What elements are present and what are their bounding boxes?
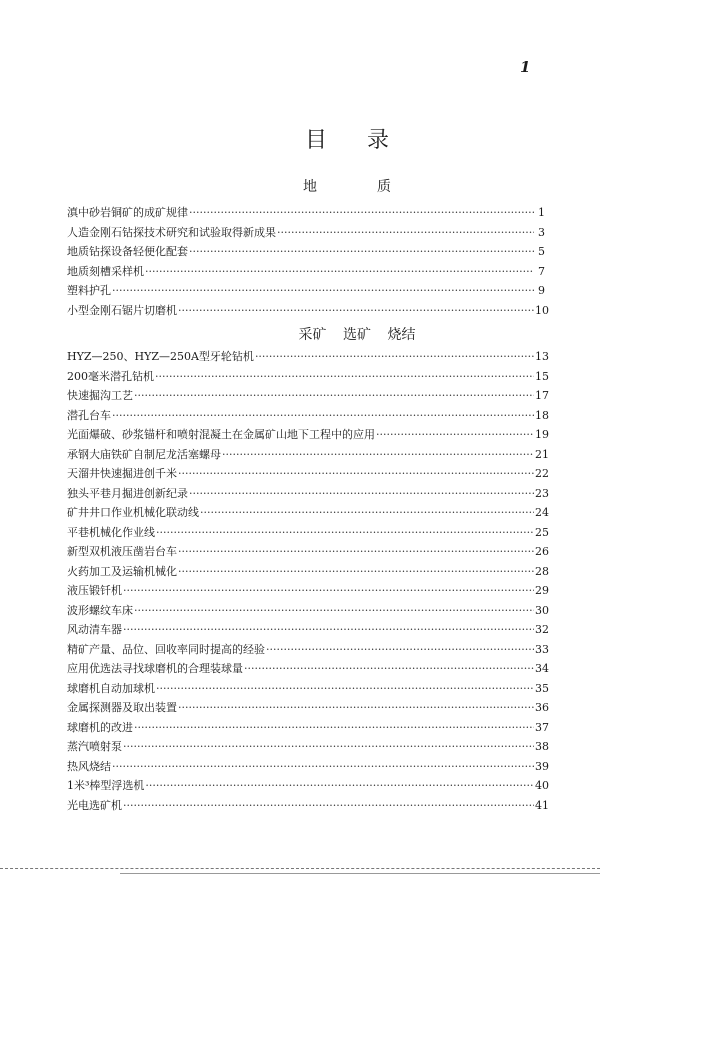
toc-leader-dots [112, 757, 534, 777]
toc-entry-title: 地质钻探设备轻便化配套 [67, 245, 188, 258]
toc-entry-page: 7 [538, 264, 545, 278]
toc-leader-dots [178, 301, 534, 321]
toc-entry-title: 平巷机械化作业线 [67, 525, 155, 539]
toc-entry-page: 5 [538, 245, 545, 258]
toc-entry-title: 地质刻槽采样机 [67, 264, 144, 278]
toc-leader-dots [178, 562, 534, 582]
toc-entry-title: 1米³棒型浮选机 [67, 779, 145, 792]
toc-entry-page: 1 [538, 206, 545, 219]
toc-entry-page: 24 [535, 506, 549, 519]
toc-leader-dots [277, 223, 534, 243]
toc-entry-page: 23 [535, 486, 549, 500]
toc-entry [67, 262, 545, 282]
toc-entry-title: 热风烧结 [67, 759, 111, 773]
bottom-rule-secondary [120, 873, 600, 874]
toc-entry-title: 火药加工及运输机械化 [67, 564, 177, 578]
toc-entry [67, 281, 545, 301]
toc-entry [67, 445, 549, 465]
page-title: 目录 [304, 128, 429, 153]
toc-entry-title: 蒸汽喷射泵 [67, 740, 122, 753]
toc-entry [67, 601, 549, 621]
toc-leader-dots [123, 581, 534, 601]
toc-entry-title: 200毫米潜孔钻机 [67, 369, 154, 383]
toc-entry-title: 矿井井口作业机械化联动线 [67, 506, 199, 519]
toc-leader-dots [189, 242, 534, 262]
toc-leader-dots [189, 484, 534, 504]
toc-leader-dots [376, 425, 534, 445]
toc-entry [67, 659, 549, 679]
toc-entry-page: 26 [535, 545, 549, 558]
toc-entry-page: 30 [535, 603, 549, 617]
toc-leader-dots [134, 386, 534, 406]
toc-entry-title: 球磨机自动加球机 [67, 681, 155, 695]
toc-entry-title: 独头平巷月掘进创新纪录 [67, 486, 188, 500]
toc-entry-title: 金属探测器及取出装置 [67, 701, 177, 714]
toc-entry [67, 367, 549, 387]
toc-entry-title: 潜孔台车 [67, 408, 111, 422]
toc-entry-page: 10 [535, 303, 549, 317]
toc-entry [67, 406, 549, 426]
toc-entry-page: 15 [535, 369, 549, 383]
toc-entry-title: 球磨机的改进 [67, 720, 133, 734]
toc-leader-dots [123, 796, 534, 816]
toc-entry-page: 28 [535, 564, 549, 578]
toc-entry [67, 679, 549, 699]
toc-entry-title: 精矿产量、品位、回收率同时提高的经验 [67, 642, 265, 656]
section-heading-mining: 采矿 选矿 烧结 [298, 327, 416, 343]
toc-leader-dots [244, 659, 534, 679]
toc-entry [67, 464, 549, 484]
toc-leader-dots [200, 503, 534, 523]
toc-leader-dots [266, 640, 534, 660]
toc-entry-page: 9 [538, 284, 545, 297]
toc-entry-title: 新型双机液压凿岩台车 [67, 545, 177, 558]
toc-entry [67, 698, 549, 718]
toc-entry-title: 小型金刚石锯片切磨机 [67, 303, 177, 317]
toc-entry [67, 796, 549, 816]
toc-entry-page: 18 [535, 408, 549, 422]
toc-entry-title: 天溜井快速掘进创千米 [67, 467, 177, 480]
toc-entry [67, 581, 549, 601]
toc-leader-dots [156, 523, 534, 543]
toc-entry [67, 503, 549, 523]
toc-entry-title: 风动清车器 [67, 623, 122, 636]
toc-list-mining [67, 347, 549, 815]
toc-leader-dots [178, 542, 534, 562]
toc-entry-page: 3 [538, 225, 545, 239]
toc-leader-dots [112, 281, 534, 301]
toc-entry [67, 347, 549, 367]
toc-entry-page: 25 [535, 525, 549, 539]
toc-list-geology [67, 203, 549, 320]
toc-entry [67, 620, 549, 640]
toc-leader-dots [156, 679, 534, 699]
toc-entry-page: 37 [535, 720, 549, 734]
toc-leader-dots [155, 367, 534, 387]
toc-entry [67, 301, 549, 321]
toc-entry-page: 29 [535, 584, 549, 597]
toc-leader-dots [222, 445, 534, 465]
toc-entry-page: 36 [535, 701, 549, 714]
toc-entry [67, 640, 549, 660]
toc-entry-page: 38 [535, 740, 549, 753]
toc-leader-dots [145, 776, 534, 796]
toc-entry [67, 737, 549, 757]
toc-entry-title: 波形螺纹车床 [67, 603, 133, 617]
toc-leader-dots [145, 262, 534, 282]
toc-leader-dots [134, 601, 534, 621]
toc-leader-dots [123, 737, 534, 757]
toc-entry [67, 523, 549, 543]
toc-leader-dots [189, 203, 534, 223]
toc-leader-dots [134, 718, 534, 738]
toc-entry-page: 33 [535, 642, 549, 656]
toc-entry [67, 718, 549, 738]
bottom-rule [0, 868, 600, 869]
toc-entry-title: 应用优选法寻找球磨机的合理装球量 [67, 662, 243, 675]
toc-leader-dots [178, 464, 534, 484]
toc-entry-title: 光电选矿机 [67, 798, 122, 812]
toc-entry-title: 塑料护孔 [67, 284, 111, 297]
toc-entry [67, 542, 549, 562]
toc-entry-title: 液压锻钎机 [67, 584, 122, 597]
toc-entry-page: 17 [535, 389, 549, 402]
toc-entry [67, 757, 549, 777]
toc-entry [67, 425, 549, 445]
toc-entry-page: 35 [535, 681, 549, 695]
toc-entry-title: 承钢大庙铁矿自制尼龙活塞螺母 [67, 447, 221, 461]
toc-entry [67, 386, 549, 406]
toc-entry-title: 快速掘沟工艺 [67, 389, 133, 402]
toc-leader-dots [123, 620, 534, 640]
toc-entry-page: 41 [535, 798, 549, 812]
toc-leader-dots [255, 347, 534, 367]
toc-entry [67, 562, 549, 582]
toc-entry-title: HYZ—250、HYZ—250A型牙轮钻机 [67, 350, 254, 363]
toc-entry-page: 39 [535, 759, 549, 773]
toc-entry [67, 776, 549, 796]
toc-leader-dots [178, 698, 534, 718]
toc-entry-page: 22 [535, 467, 549, 480]
toc-entry-title: 人造金刚石钻探技术研究和试验取得新成果 [67, 225, 276, 239]
toc-entry-page: 40 [535, 779, 549, 792]
toc-entry-page: 32 [535, 623, 549, 636]
toc-entry [67, 203, 545, 223]
toc-entry [67, 223, 545, 243]
toc-entry-page: 21 [535, 447, 549, 461]
toc-entry-page: 34 [535, 662, 549, 675]
toc-leader-dots [112, 406, 534, 426]
page-number: 1 [520, 58, 531, 76]
toc-entry [67, 484, 549, 504]
toc-entry-page: 13 [535, 350, 549, 363]
toc-entry-page: 19 [535, 428, 549, 441]
toc-entry-title: 光面爆破、砂浆锚杆和喷射混凝土在金属矿山地下工程中的应用 [67, 428, 375, 441]
toc-entry-title: 滇中砂岩铜矿的成矿规律 [67, 206, 188, 219]
toc-entry [67, 242, 545, 262]
section-heading-geology: 地质 [303, 179, 451, 195]
